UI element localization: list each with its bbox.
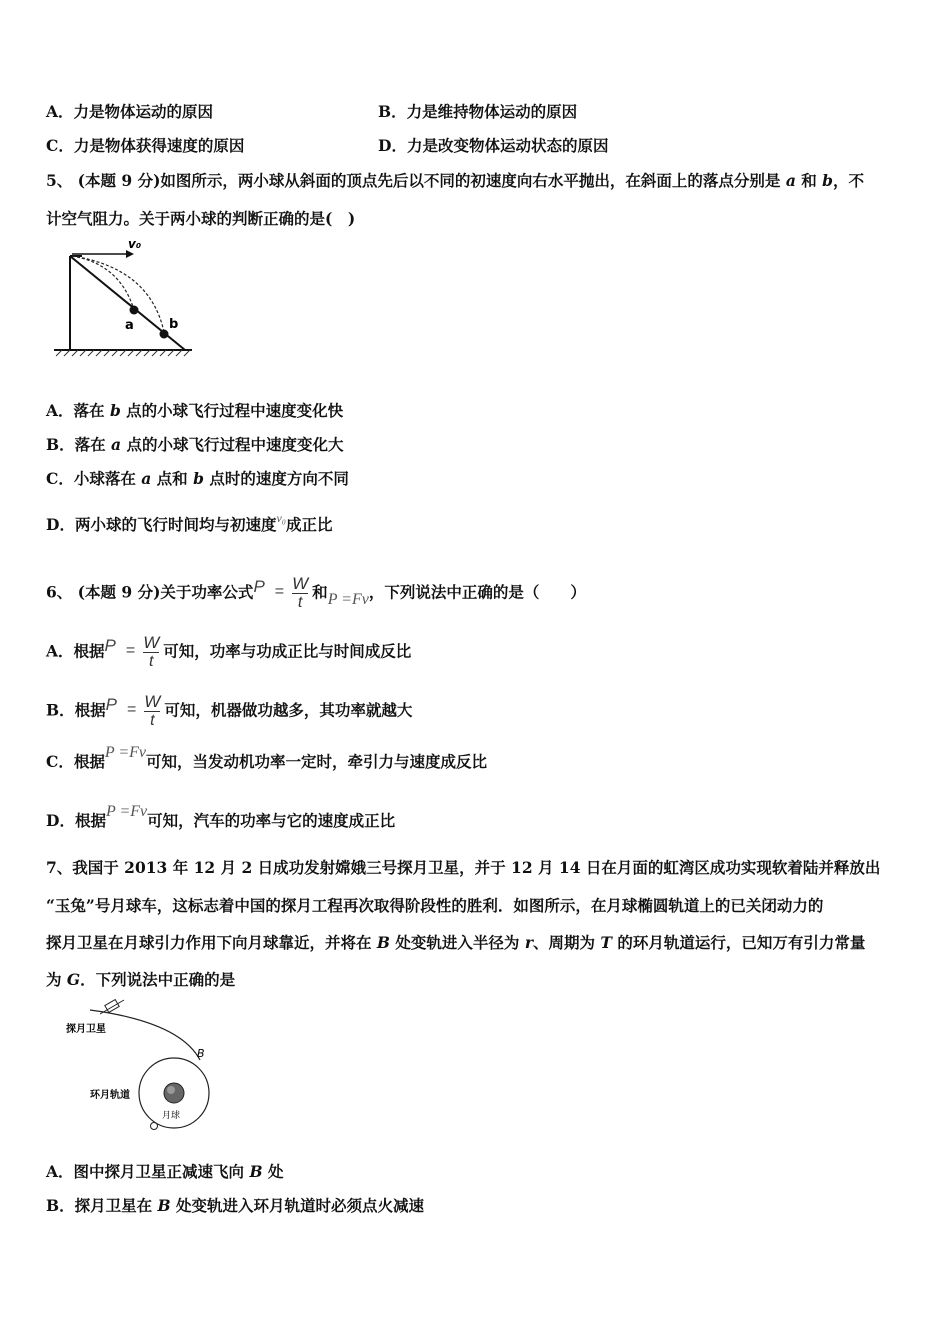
label-a: a	[125, 318, 134, 333]
moon-shade	[167, 1086, 175, 1094]
q6-option-c: C．根据P =Fv可知，当发动机功率一定时，牵引力与速度成反比	[46, 744, 488, 771]
q7-option-a: A．图中探月卫星正减速飞向 B 处	[46, 1162, 284, 1181]
q6-stem: 6、 (本题 9 分)关于功率公式P = $\frac{W}{t}$ 和P =Fv，下列说法中正确的是（ ）	[46, 574, 586, 611]
q4-option-b: B．力是维持物体运动的原因	[378, 102, 578, 121]
var-a: a	[785, 171, 796, 190]
q6-option-b: B．根据P = $\frac{W}{t}$ 可知，机器做功越多，其功率就越大	[46, 692, 413, 729]
q5-stem-line1: 5、 (本题 9 分)如图所示，两小球从斜面的顶点先后以不同的初速度向右水平抛出，在斜面上的落点分别是 a 和 b，不	[46, 171, 865, 190]
v0-symbol: v₀	[276, 511, 286, 525]
power-fraction: $\frac{W}{t}$	[144, 692, 161, 729]
q7-stem-line1: 7、我国于 2013 年 12 月 2 日成功发射嫦娥三号探月卫星，并于 12 月 14 日在月面的虹湾区成功实现软着陆并释放出	[46, 858, 881, 877]
moon	[164, 1083, 184, 1103]
v0-label: v₀	[128, 237, 142, 251]
q5-option-d: D．两小球的飞行时间均与初速度$^{v_0}$成正比	[46, 511, 333, 534]
q6-option-a: A．根据P = $\frac{W}{t}$ 可知，功率与功成正比与时间成反比	[46, 633, 412, 670]
label-b: b	[169, 317, 179, 332]
q5-option-a: A．落在 b 点的小球飞行过程中速度变化快	[46, 401, 344, 420]
pfv-formula: P =Fv	[104, 744, 146, 761]
pfv-formula: P =Fv	[327, 590, 369, 608]
q5-option-b: B．落在 a 点的小球飞行过程中速度变化大	[46, 435, 344, 454]
orbit-point	[151, 1123, 158, 1130]
satellite-icon	[100, 1000, 124, 1014]
elliptical-orbit	[90, 1010, 200, 1060]
q7-orbit-figure	[60, 998, 230, 1133]
power-fraction: $\frac{W}{t}$	[143, 633, 160, 670]
moon-label: 月球	[162, 1111, 181, 1121]
q7-stem-line2: “玉兔”号月球车，这标志着中国的探月工程再次取得阶段性的胜利．如图所示，在月球椭圆轨道上的已关闭动力的	[46, 896, 824, 915]
q4-option-c: C．力是物体获得速度的原因	[46, 136, 245, 155]
power-fraction: $\frac{W}{t}$	[292, 574, 309, 611]
q6-option-d: D．根据P =Fv可知，汽车的功率与它的速度成正比	[46, 803, 396, 830]
q5-projectile-figure	[50, 234, 200, 359]
q5-stem-line2: 计空气阻力。关于两小球的判断正确的是( )	[46, 209, 356, 228]
satellite-label: 探月卫星	[66, 1024, 106, 1035]
pfv-formula: P =Fv	[105, 803, 148, 820]
q4-option-a: A．力是物体运动的原因	[46, 102, 214, 121]
q5-option-c: C．小球落在 a 点和 b 点时的速度方向不同	[46, 469, 349, 488]
ball-a	[130, 306, 139, 315]
point-b-label: B	[197, 1047, 205, 1060]
q7-option-b: B．探月卫星在 B 处变轨进入环月轨道时必须点火减速	[46, 1196, 425, 1215]
q7-stem-line4: 为 G．下列说法中正确的是	[46, 970, 236, 989]
q4-option-d: D．力是改变物体运动状态的原因	[378, 136, 609, 155]
v0-arrow-head	[126, 250, 134, 258]
var-b: b	[822, 171, 834, 190]
q7-stem-line3: 探月卫星在月球引力作用下向月球靠近，并将在 B 处变轨进入半径为 r、周期为 T 的环月轨道运行，已知万有引力常量	[46, 933, 866, 952]
ball-b	[160, 330, 169, 339]
orbit-label: 环月轨道	[90, 1090, 130, 1101]
